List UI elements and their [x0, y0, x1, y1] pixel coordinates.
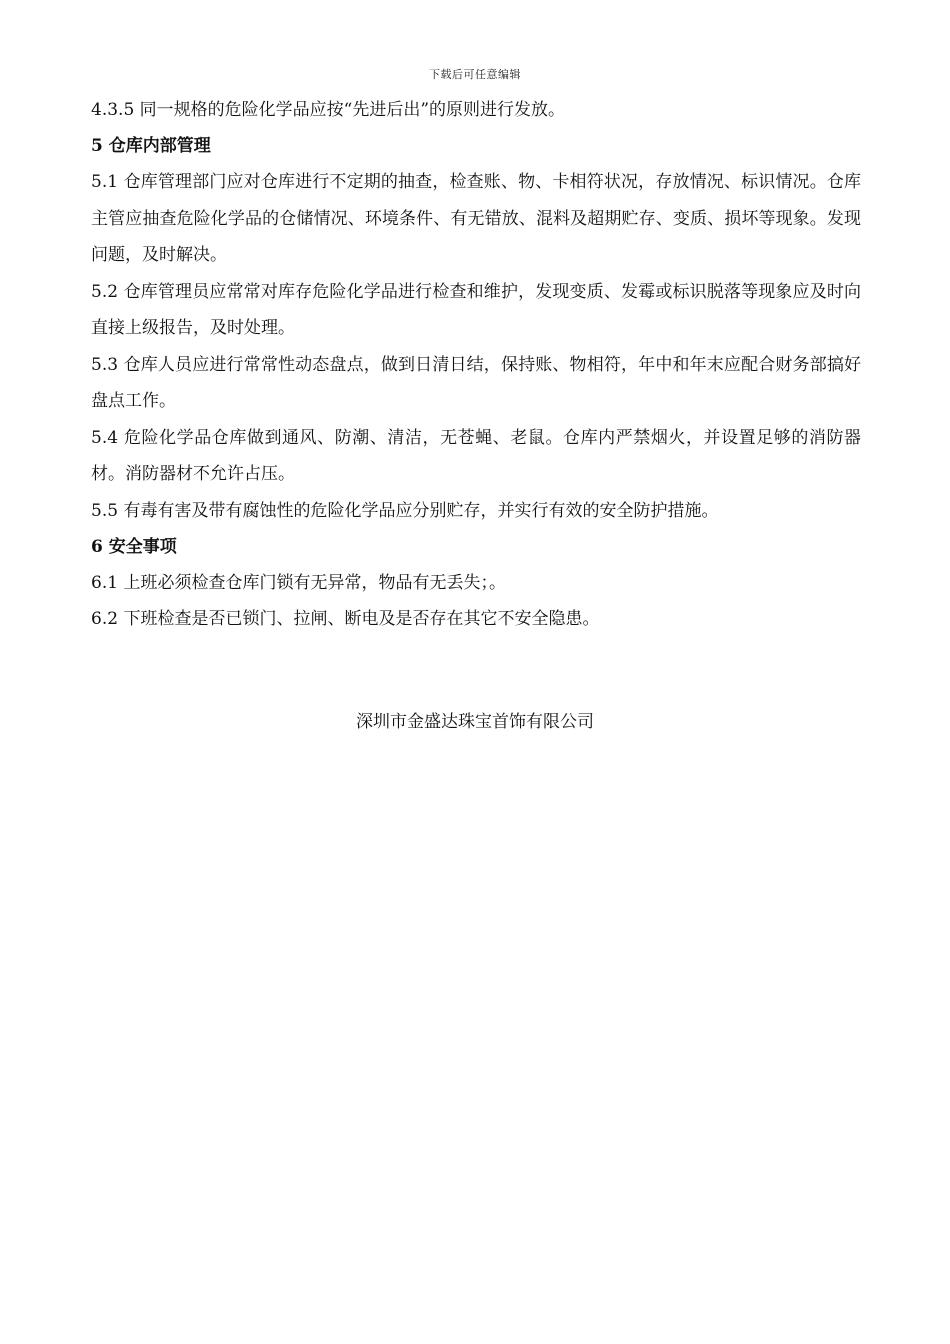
paragraph-5-1: 5.1 仓库管理部门应对仓库进行不定期的抽查，检查账、物、卡相符状况，存放情况、标识情况。仓库主管应抽查危险化学品的仓储情况、环境条件、有无错放、混料及超期贮存、变质、损坏等现象。发现问题，及时解决。 [91, 172, 861, 265]
company-name: 深圳市金盛达珠宝首饰有限公司 [356, 712, 594, 732]
section-6-heading: 6 安全事项 [91, 536, 177, 557]
paragraph-4-3-5: 4.3.5 同一规格的危险化学品应按“先进后出”的原则进行发放。 [91, 100, 566, 120]
header-note: 下载后可任意编辑 [429, 68, 521, 81]
paragraph-5-2: 5.2 仓库管理员应常常对库存危险化学品进行检查和维护，发现变质、发霉或标识脱落等现象应及时向直接上级报告，及时处理。 [91, 281, 861, 338]
paragraph-6-2: 6.2 下班检查是否已锁门、拉闸、断电及是否存在其它不安全隐患。 [91, 608, 600, 629]
paragraph-6-1: 6.1 上班必须检查仓库门锁有无异常，物品有无丢失；。 [91, 572, 506, 593]
document-body [91, 92, 861, 637]
paragraph-5-4: 5.4 危险化学品仓库做到通风、防潮、清洁，无苍蝇、老鼠。仓库内严禁烟火，并设置足够的消防器材。消防器材不允许占压。 [91, 427, 861, 484]
paragraph-5-5: 5.5 有毒有害及带有腐蚀性的危险化学品应分别贮存，并实行有效的安全防护措施。 [91, 500, 719, 521]
paragraph-5-3: 5.3 仓库人员应进行常常性动态盘点，做到日清日结，保持账、物相符，年中和年末应配合财务部搞好盘点工作。 [91, 354, 861, 411]
section-5-heading: 5 仓库内部管理 [91, 136, 211, 156]
